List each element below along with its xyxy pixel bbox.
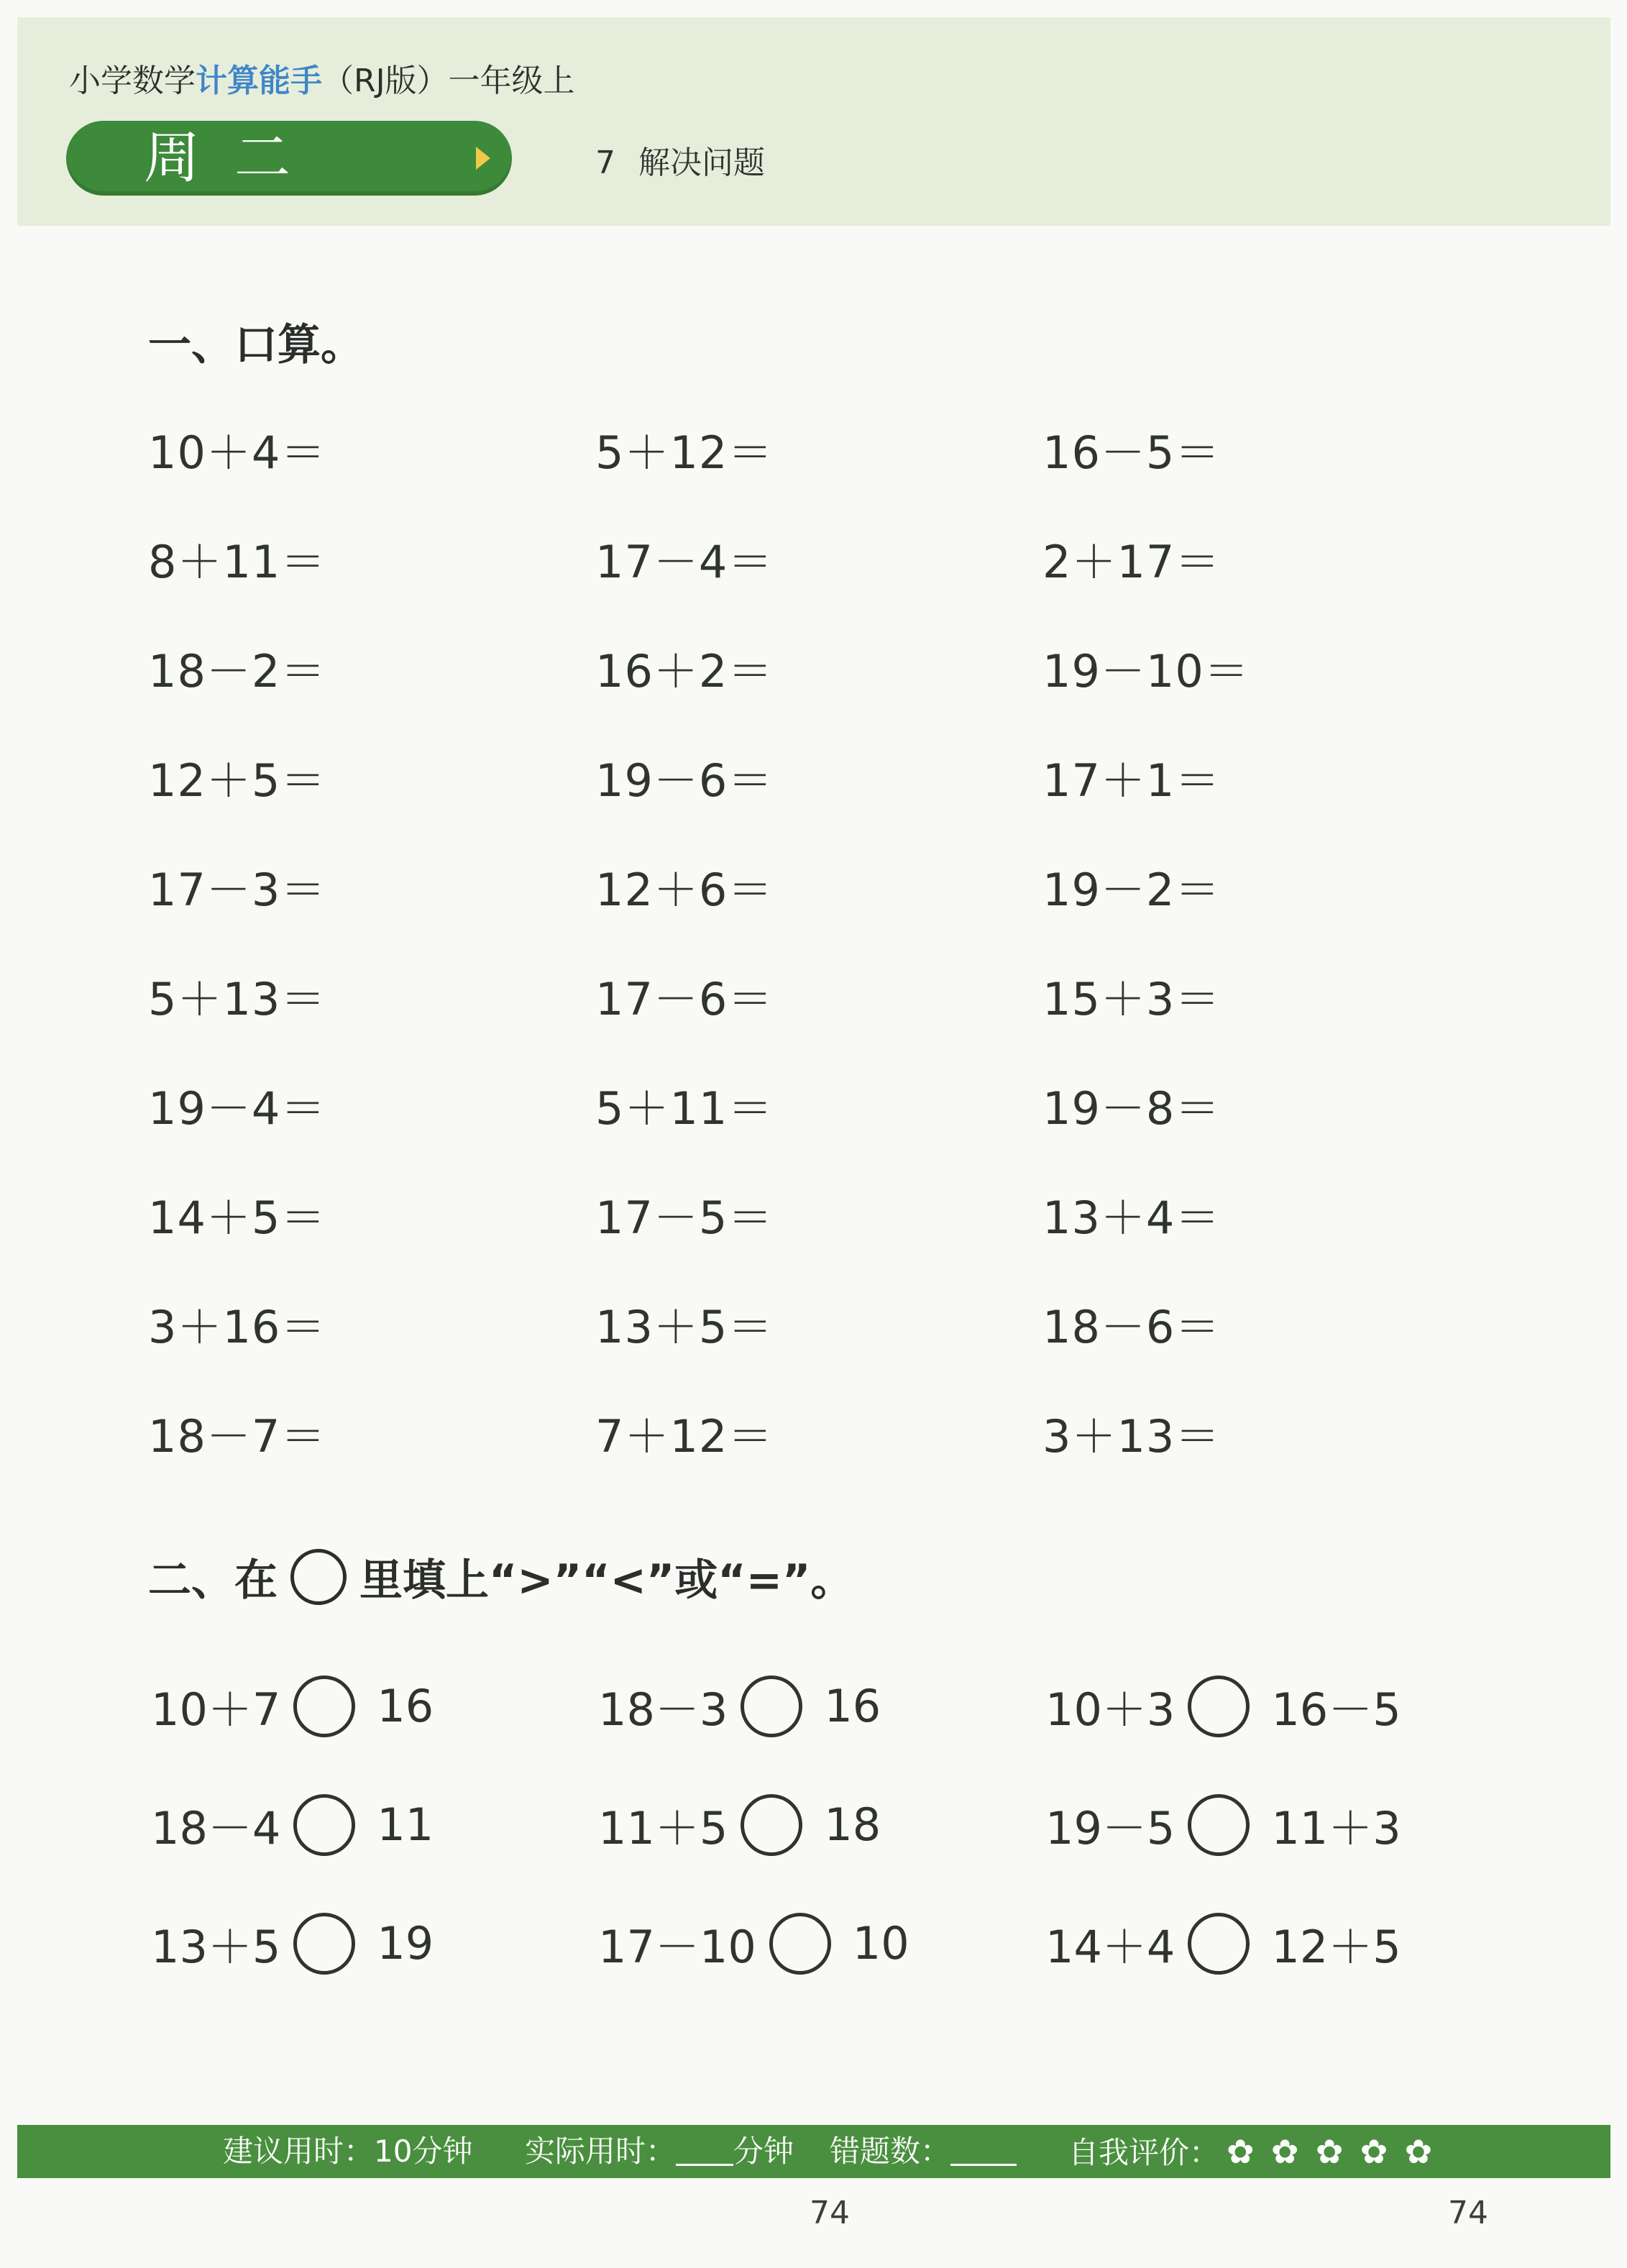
calc-problem[interactable]: 17－6＝: [595, 972, 774, 1025]
compare-right: 16: [377, 1680, 434, 1732]
book-brand: 计算能手: [196, 63, 322, 99]
error-count-blank[interactable]: [950, 2132, 1017, 2166]
flower-icon[interactable]: ✿: [1227, 2132, 1255, 2171]
calc-problem[interactable]: 19－8＝: [1042, 1082, 1221, 1135]
flower-icon[interactable]: ✿: [1404, 2132, 1433, 2171]
section-2-title-before: 二、在: [148, 1555, 278, 1606]
section-2-title-after: 里填上“>”“<”或“=”。: [359, 1555, 854, 1606]
compare-item: [151, 1793, 598, 1857]
compare-right: 11: [377, 1798, 434, 1851]
answer-circle[interactable]: [1188, 1913, 1250, 1975]
book-title: [69, 55, 575, 101]
flower-icon[interactable]: ✿: [1360, 2132, 1388, 2171]
calc-problem[interactable]: 16－5＝: [1042, 426, 1221, 479]
compare-item: [1045, 1793, 1448, 1857]
book-suffix: （RJ版）一年级上: [322, 63, 575, 99]
calc-row: [148, 831, 1370, 941]
calc-row: [148, 1378, 1370, 1487]
compare-left: 11＋5: [598, 1802, 728, 1855]
self-eval-label: 自我评价：: [1068, 2135, 1220, 2170]
calc-problem[interactable]: 16＋2＝: [595, 644, 774, 698]
compare-right: 11＋3: [1271, 1802, 1401, 1855]
calc-problem[interactable]: 5＋11＝: [595, 1082, 774, 1135]
calc-problem[interactable]: 5＋12＝: [595, 426, 774, 479]
comparison-grid: [151, 1647, 1448, 2003]
page-number: 74: [1448, 2195, 1488, 2231]
page-number: 74: [810, 2195, 850, 2231]
calc-problem[interactable]: 13＋4＝: [1042, 1191, 1221, 1244]
compare-right: 10: [852, 1917, 909, 1970]
calc-problem[interactable]: 19－2＝: [1042, 863, 1221, 916]
book-prefix: 小学数学: [69, 63, 196, 99]
self-evaluation: [1068, 2125, 1439, 2178]
section-2-title: [148, 1546, 853, 1608]
calc-row: [148, 1268, 1370, 1378]
calc-problem[interactable]: 3＋16＝: [148, 1300, 326, 1353]
answer-circle[interactable]: [293, 1675, 355, 1737]
compare-row: [151, 1647, 1448, 1765]
calc-problem[interactable]: 17－4＝: [595, 535, 774, 588]
flower-icon[interactable]: ✿: [1270, 2132, 1299, 2171]
oral-calculation-grid: [148, 394, 1370, 1487]
calc-problem[interactable]: 18－7＝: [148, 1409, 326, 1463]
compare-left: 18－4: [151, 1802, 281, 1855]
actual-time-label: 实际用时：: [525, 2134, 677, 2169]
compare-left: 18－3: [598, 1683, 728, 1736]
calc-problem[interactable]: 5＋13＝: [148, 972, 326, 1025]
footer-bar: [17, 2125, 1610, 2178]
calc-problem[interactable]: 2＋17＝: [1042, 535, 1221, 588]
lesson-heading: [595, 137, 765, 183]
calc-row: [148, 1159, 1370, 1268]
calc-problem[interactable]: 7＋12＝: [595, 1409, 774, 1463]
compare-right: 16－5: [1271, 1683, 1401, 1736]
calc-problem[interactable]: 14＋5＝: [148, 1191, 326, 1244]
calc-problem[interactable]: 3＋13＝: [1042, 1409, 1221, 1463]
actual-time-blank[interactable]: [676, 2132, 733, 2166]
calc-problem[interactable]: 19－10＝: [1042, 644, 1250, 698]
compare-left: 14＋4: [1045, 1921, 1175, 1973]
calc-row: [148, 394, 1370, 503]
calc-problem[interactable]: 12＋6＝: [595, 863, 774, 916]
calc-problem[interactable]: 17－5＝: [595, 1191, 774, 1244]
compare-right: 18: [824, 1798, 881, 1851]
compare-right: 19: [377, 1917, 434, 1970]
actual-time-unit: 分钟: [733, 2134, 794, 2169]
compare-item: [151, 1674, 598, 1738]
answer-circle[interactable]: [293, 1794, 355, 1856]
answer-circle[interactable]: [1188, 1675, 1250, 1737]
calc-problem[interactable]: 17－3＝: [148, 863, 326, 916]
compare-left: 13＋5: [151, 1921, 281, 1973]
compare-row: [151, 1884, 1448, 2003]
calc-row: [148, 1050, 1370, 1159]
calc-problem[interactable]: 19－4＝: [148, 1082, 326, 1135]
rating-stars: [1227, 2125, 1439, 2180]
calc-problem[interactable]: 17＋1＝: [1042, 754, 1221, 807]
calc-problem[interactable]: 15＋3＝: [1042, 972, 1221, 1025]
calc-problem[interactable]: 8＋11＝: [148, 535, 326, 588]
compare-right: 16: [824, 1680, 881, 1732]
circle-icon: [290, 1549, 347, 1605]
lesson-title: 解决问题: [638, 145, 765, 181]
compare-left: 17－10: [598, 1921, 756, 1973]
error-count: [830, 2125, 1017, 2178]
compare-item: [598, 1674, 1045, 1738]
answer-circle[interactable]: [769, 1913, 831, 1975]
compare-item: [1045, 1674, 1448, 1738]
calc-problem[interactable]: 12＋5＝: [148, 754, 326, 807]
compare-item: [151, 1911, 598, 1975]
compare-item: [598, 1793, 1045, 1857]
compare-item: [1045, 1911, 1448, 1975]
flower-icon[interactable]: ✿: [1315, 2132, 1344, 2171]
error-count-label: 错题数：: [830, 2134, 951, 2169]
calc-row: [148, 722, 1370, 831]
calc-row: [148, 503, 1370, 613]
suggested-time: 建议用时：10分钟: [223, 2134, 473, 2169]
compare-item: [598, 1911, 1045, 1975]
play-arrow-icon: [476, 147, 490, 170]
answer-circle[interactable]: [1188, 1794, 1250, 1856]
compare-left: 10＋3: [1045, 1683, 1175, 1736]
calc-problem[interactable]: 13＋5＝: [595, 1300, 774, 1353]
calc-problem[interactable]: 18－2＝: [148, 644, 326, 698]
answer-circle[interactable]: [741, 1675, 802, 1737]
calc-row: [148, 613, 1370, 722]
answer-circle[interactable]: [741, 1794, 802, 1856]
calc-row: [148, 941, 1370, 1050]
answer-circle[interactable]: [293, 1913, 355, 1975]
compare-row: [151, 1765, 1448, 1884]
calc-problem[interactable]: 10＋4＝: [148, 426, 326, 479]
calc-problem[interactable]: 19－6＝: [595, 754, 774, 807]
compare-left: 10＋7: [151, 1683, 281, 1736]
lesson-number: 7: [595, 145, 615, 181]
section-1-title: 一、口算。: [148, 320, 364, 370]
day-label: 周二: [144, 126, 326, 191]
compare-right: 12＋5: [1271, 1921, 1401, 1973]
actual-time: [525, 2125, 794, 2178]
compare-left: 19－5: [1045, 1802, 1175, 1855]
calc-problem[interactable]: 18－6＝: [1042, 1300, 1221, 1353]
